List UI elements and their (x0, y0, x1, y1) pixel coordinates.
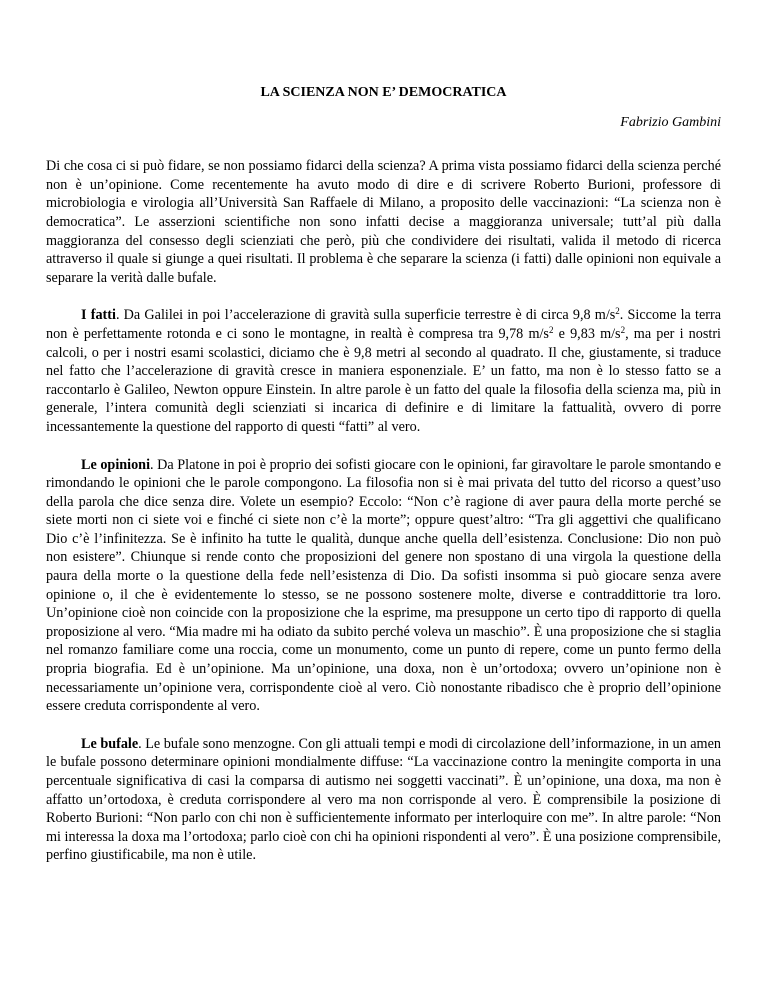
opinioni-text: . Da Platone in poi è proprio dei sofisti giocare con le opinioni, far giravoltare le parole smontando e rimondando le opinioni che le parole compongono. La filosofia non si è mai privata del tutto del ricorso a quest’uso della parola che dice senza dire. Volete un esempio? Eccolo: “Non c’è ragione di aver paura della morte perché se siete morti non ci siete voi e finché ci siete non c’è la morte”; oppure quest’altro: “Tra gli aggettivi che qualificano Dio c’è l’infinitezza. Se è infinito ha tutte le qualità, dunque anche quella dell’esistenza. Conclusione: Dio non può non esistere”. Chiunque si rende conto che proposizioni del genere non spostano di una virgola la questione della paura della morte o la questione della fede nell’esistenza di Dio. Da sofisti insomma si può giocare senza avere opinione o, il che è evidentemente lo stesso, se ne possono sostenere molte, diverse e contraddittorie tra loro. Un’opinione cioè non coincide con la proposizione che la esprime, ma presuppone un certo tipo di rapporto di quella proposizione al vero. “Mia madre mi ha odiato da subito perché voleva un maschio”. È una proposizione che si staglia nel romanzo familiare come una roccia, come un monumento, come un punto di repere, come un punto fermo della propria biografia. Ed è un’opinione. Ma un’opinione, una doxa, non è un’ortodoxa; ovvero un’opinione non è necessariamente un’opinione vera, corrispondente cioè al vero. Ciò nonostante ribadisco che è proprio dell’opinione essere creduta corrispondente al vero. (46, 456, 721, 715)
bufale-text: . Le bufale sono menzogne. Con gli attuali tempi e modi di circolazione dell’informazione, in un amen le bufale possono determinare opinioni mondialmente diffuse: “La vaccinazione contro la meningite comporta in una percentuale significativa di casi la comparsa di autismo nei soggetti vaccinati”. È un’opinione, una doxa, ma non è affatto un’ortodoxa, è creduta corrispondere al vero ma non corrisponde al vero. È comprensibile la posizione di Roberto Burioni: “Non parlo con chi non è sufficientemente informato per interloquire con me”. In altre parole: “Non mi interessa la doxa ma l’ortodoxa; parlo cioè con chi ha opinioni rispondenti al vero”. È una posizione comprensibile, perfino giustificabile, ma non è utile. (46, 735, 721, 864)
superscript-exponent: 2 (548, 324, 554, 335)
section-heading-bufale: Le bufale (81, 735, 139, 752)
document-page (46, 84, 721, 865)
superscript-exponent: 2 (615, 306, 620, 317)
fatti-text-4: , ma per i nostri calcoli, o per i nostri esami scolastici, diciamo che è 9,8 metri al secondo al quadrato. Il che, giustamente, si traduce nel fatto che l’accelerazione di gravità cresce in maniera esponenziale. E’ un fatto, ma non è lo stesso fatto se a raccontarlo è Galileo, Newton oppure Einstein. In altre parole è un fatto del quale la filosofia della scienza ma, più in generale, l’intera comunità degli scienziati si incarica di definire e di limitare la fattualità, ovvero di porre incessantemente la questione del rapporto di questi “fatti” al vero. (46, 325, 721, 435)
fatti-text-2: . Siccome la terra non è perfettamente rotonda e ci sono le montagne, in realtà è compresa tra 9,78 m/s (46, 307, 722, 342)
section-opinioni (46, 456, 721, 716)
section-bufale (46, 735, 721, 865)
section-heading-fatti: I fatti (81, 307, 116, 324)
fatti-text-3: e 9,83 m/s (553, 325, 621, 342)
superscript-exponent: 2 (620, 324, 626, 335)
section-fatti (46, 306, 721, 436)
fatti-text-1: . Da Galilei in poi l’accelerazione di gravità sulla superficie terrestre è di circa 9,8 m/s (115, 307, 616, 324)
document-title: LA SCIENZA NON E’ DEMOCRATICA (260, 85, 507, 100)
intro-paragraph: Di che cosa ci si può fidare, se non possiamo fidarci della scienza? A prima vista possiamo fidarci della scienza perché non è un’opinione. Come recentemente ha avuto modo di dire e di scrivere Roberto Burioni, professore di microbiologia e virologia all’Università San Raffaele di Milano, a proposito delle vaccinazioni: “La scienza non è democratica”. Le asserzioni scientifiche non sono infatti decise a maggioranza universale; tutt’al più dalla maggioranza del consesso degli scienziati che però, più che condividere dei risultati, valida il metodo di ricerca attraverso il quale si giunge a quei risultati. Il problema è che separare la scienza (i fatti) dalle opinioni non equivale a separare la verità dalle bufale. (46, 158, 721, 286)
section-heading-opinioni: Le opinioni (81, 456, 151, 473)
author-name: Fabrizio Gambini (620, 114, 721, 130)
